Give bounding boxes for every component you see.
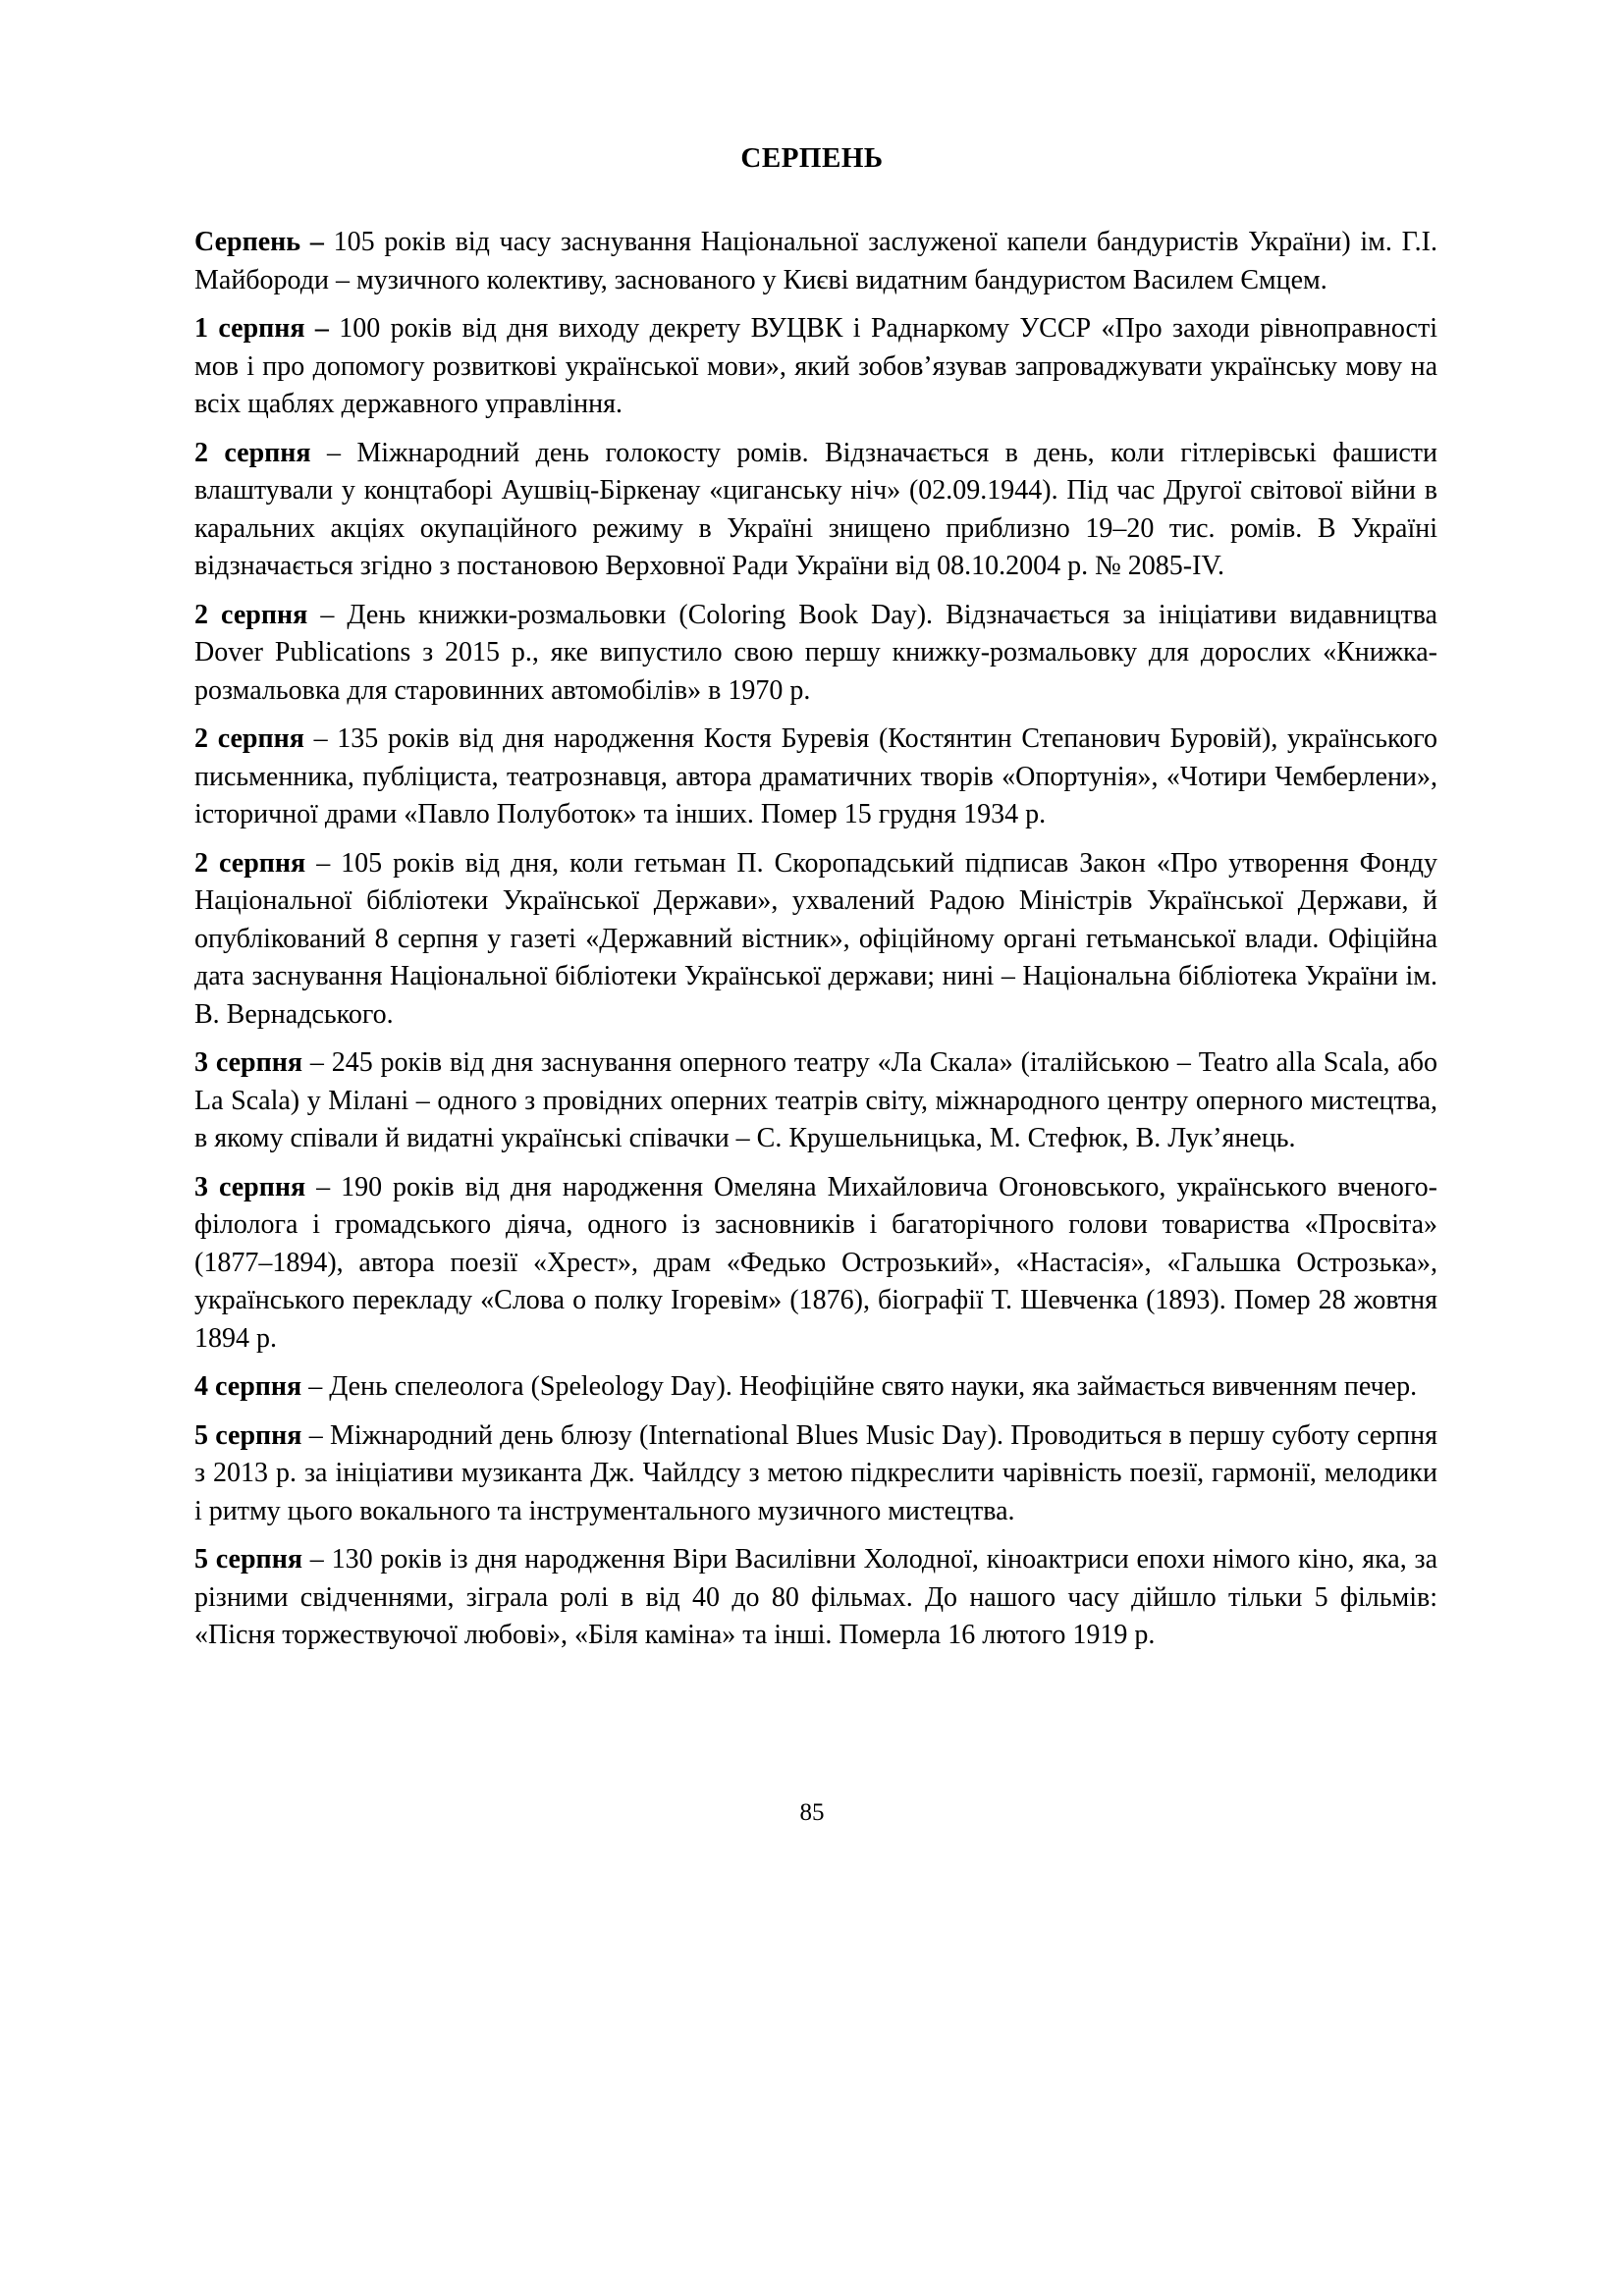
calendar-entry bbox=[194, 1417, 1437, 1531]
page-number: 85 bbox=[799, 1799, 825, 1826]
page-heading: СЕРПЕНЬ bbox=[740, 142, 884, 174]
calendar-entry bbox=[194, 721, 1437, 834]
entry-text: – День спелеолога (Speleology Day). Неофіційне свято науки, яка займається вивченням печер. bbox=[308, 1371, 1418, 1402]
calendar-entry bbox=[194, 845, 1437, 1035]
entry-text: – 135 років від дня народження Костя Буревія (Костянтин Степанович Буровій), українського письменника, публіциста, театрознавця, автора драматичних творів «Опортунія», «Чотири Чемберлени», історичної драми «Павло Полуботок» та інших. Помер 15 грудня 1934 р. bbox=[194, 723, 1437, 829]
entry-date: 3 серпня bbox=[194, 1047, 303, 1078]
entry-text: 105 років від часу заснування Національної заслуженої капели бандуристів України) ім. Г.І. Майбороди – музичного колективу, заснованого у Києві видатним бандуристом Василем Ємцем. bbox=[194, 227, 1437, 295]
calendar-entry bbox=[194, 310, 1437, 424]
entry-text: – Міжнародний день голокосту ромів. Відзначається в день, коли гітлерівські фашисти влаштували у концтаборі Аушвіц-Біркенау «циганську ніч» (02.09.1944). Під час Другої світової війни в каральних акціях окупаційного режиму в Україні знищено приблизно 19–20 тис. ромів. В Україні відзначається згідно з постановою Верховної Ради України від 08.10.2004 р. № 2085-IV. bbox=[194, 437, 1438, 581]
calendar-entry bbox=[194, 224, 1437, 299]
calendar-entry bbox=[194, 435, 1437, 586]
entry-text: 100 років від дня виходу декрету ВУЦВК і Раднаркому УССР «Про заходи рівноправності мов і про допомогу розвиткові української мови», який зобов’язував запроваджувати українську мову на всіх щаблях державного управління. bbox=[194, 313, 1437, 419]
entry-text: – 130 років із дня народження Віри Василівни Холодної, кіноактриси епохи німого кіно, яка, за різними свідченнями, зіграла ролі в від 40 до 80 фільмах. До нашого часу дійшло тільки 5 фільмів: «Пісня торжествуючої любові», «Біля каміна» та інші. Померла 16 лютого 1919 р. bbox=[194, 1544, 1437, 1650]
entry-date: 4 серпня bbox=[194, 1371, 302, 1402]
calendar-entry bbox=[194, 597, 1437, 711]
entry-text: – Міжнародний день блюзу (International Blues Music Day). Проводиться в першу суботу серпня з 2013 р. за ініціативи музиканта Дж. Чайлдсу з метою підкреслити чарівність поезії, гармонії, мелодики і ритму цього вокального та інструментального музичного мистецтва. bbox=[194, 1419, 1438, 1526]
calendar-entry bbox=[194, 1541, 1437, 1655]
entry-date: 2 серпня bbox=[194, 847, 306, 879]
calendar-entry bbox=[194, 1368, 1437, 1407]
entry-date: 2 серпня bbox=[194, 723, 304, 754]
entry-text: – 190 років від дня народження Омеляна Михайловича Огоновського, українського вченого-філолога і громадського діяча, одного із засновників і багаторічного голови товариства «Просвіта» (1877–1894), автора поезії «Хрест», драм «Федько Острозький», «Настасія», «Гальшка Острозька», українського перекладу «Слова о полку Ігоревім» (1876), біографії Т. Шевченка (1893). Помер 28 жовтня 1894 р. bbox=[194, 1171, 1438, 1354]
entry-text: – День книжки-розмальовки (Coloring Book Day). Відзначається за ініціативи видавництва Dover Publications з 2015 р., яке випустило свою першу книжку-розмальовку для дорослих «Книжка-розмальовка для старовинних автомобілів» в 1970 р. bbox=[194, 599, 1437, 706]
entry-date: 5 серпня bbox=[194, 1544, 302, 1575]
entry-text: – 245 років від дня заснування оперного театру «Ла Скала» (італійською – Teatro alla Scala, або La Scala) у Мілані – одного з провідних оперних театрів світу, міжнародного центру оперного мистецтва, в якому співали й видатні українські співачки – С. Крушельницька, М. Стефюк, В. Лук’янець. bbox=[194, 1047, 1438, 1153]
calendar-entry bbox=[194, 1169, 1437, 1359]
calendar-entry bbox=[194, 1044, 1437, 1158]
entry-text: – 105 років від дня, коли гетьман П. Скоропадський підписав Закон «Про утворення Фонду Національної бібліотеки Української Держави», ухвалений Радою Міністрів Української Держави, й опублікований 8 серпня у газеті «Державний вістник», офіційному органі гетьманської влади. Офіційна дата заснування Національної бібліотеки Української держави; нині – Національна бібліотека України ім. В. Вернадського. bbox=[194, 847, 1438, 1030]
entry-date: 2 серпня bbox=[194, 437, 311, 468]
entry-date: 1 серпня – bbox=[194, 313, 329, 344]
calendar-entries bbox=[194, 224, 1437, 1666]
entry-date: Серпень – bbox=[194, 227, 324, 257]
entry-date: 5 серпня bbox=[194, 1419, 302, 1451]
entry-date: 3 серпня bbox=[194, 1171, 306, 1202]
entry-date: 2 серпня bbox=[194, 599, 308, 630]
